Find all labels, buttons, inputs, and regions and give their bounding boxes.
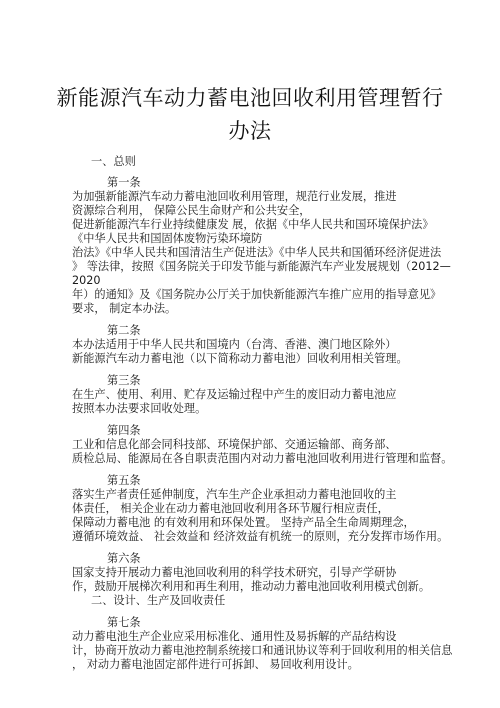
- article-7-heading: 第七条: [107, 616, 141, 629]
- article-1-line: 《中华人民共和国固体废物污染环境防: [72, 232, 263, 245]
- article-6-heading: 第六条: [107, 552, 141, 565]
- article-2-line: 新能源汽车动力蓄电池（以下简称动力蓄电池）回收利用相关管理。: [72, 352, 408, 365]
- article-3-heading: 第三条: [107, 374, 141, 387]
- article-5-line: 遵循环境效益、 社会效益和 经济效益有机统一的原则，充分发挥市场作用。: [72, 530, 449, 543]
- article-5-line: 保障动力蓄电池 的有效利用和环保处置。 坚持产品全生命周期理念，: [72, 516, 415, 529]
- article-1-line: 2020: [72, 274, 101, 287]
- article-5-line: 体责任， 相关企业在动力蓄电池回收利用各环节履行相应责任，: [72, 502, 389, 515]
- article-2-line: 本办法适用于中华人民共和国境内（台湾、香港、澳门地区除外）: [72, 338, 397, 351]
- article-4-heading: 第四条: [107, 424, 141, 437]
- article-6-line: 作，鼓励开展梯次利用和再生利用，推动动力蓄电池回收利用模式创新。: [72, 580, 431, 593]
- article-1-line: 》 等法律，按照《国务院关于印发节能与新能源汽车产业发展规划（2012—: [72, 260, 451, 273]
- article-1-line: 治法》《中华人民共和国清洁生产促进法》《中华人民共和国循环经济促进法: [72, 246, 442, 259]
- article-1-line: 促进新能源汽车行业持续健康发 展，依据《中华人民共和国环境保护法》: [72, 218, 434, 231]
- article-5-line: 落实生产者责任延伸制度，汽车生产企业承担动力蓄电池回收的主: [72, 488, 397, 501]
- section-heading-design-production: 二、设计、生产及回收责任: [91, 594, 226, 607]
- document-title-line2: 办法: [228, 119, 272, 143]
- article-7-line: 动力蓄电池生产企业应采用标准化、通用性及易拆解的产品结构设: [72, 630, 397, 643]
- article-4-line: 质检总局、能源局在各自职责范围内对动力蓄电池回收利用进行管理和监督。: [72, 452, 453, 465]
- article-4-line: 工业和信息化部会同科技部、环境保护部、交通运输部、商务部、: [72, 438, 397, 451]
- article-3-line: 按照本办法要求回收处理。: [72, 402, 207, 415]
- article-7-line: ， 对动力蓄电池固定部件进行可拆卸、 易回收利用设计。: [72, 658, 359, 671]
- article-1-line: 资源综合利用， 保障公民生命财产和公共安全，: [72, 204, 311, 217]
- document-title-line1: 新能源汽车动力蓄电池回收利用管理暂行: [56, 86, 444, 110]
- article-1-line: 要求， 制定本办法。: [72, 302, 177, 315]
- article-6-line: 国家支持开展动力蓄电池回收利用的科学技术研究，引导产学研协: [72, 566, 397, 579]
- article-1-heading: 第一条: [107, 176, 141, 189]
- section-heading-general: 一、总则: [91, 155, 136, 168]
- article-5-heading: 第五条: [107, 474, 141, 487]
- article-1-line: 年）的通知》及《国务院办公厅关于加快新能源汽车推广应用的指导意见》: [72, 288, 442, 301]
- article-7-line: 计，协商开放动力蓄电池控制系统接口和通讯协议等利于回收利用的相关信息: [72, 644, 453, 657]
- article-3-line: 在生产、使用、利用、贮存及运输过程中产生的废旧动力蓄电池应: [72, 388, 397, 401]
- article-1-line: 为加强新能源汽车动力蓄电池回收利用管理，规范行业发展，推进: [72, 190, 397, 203]
- article-2-heading: 第二条: [107, 324, 141, 337]
